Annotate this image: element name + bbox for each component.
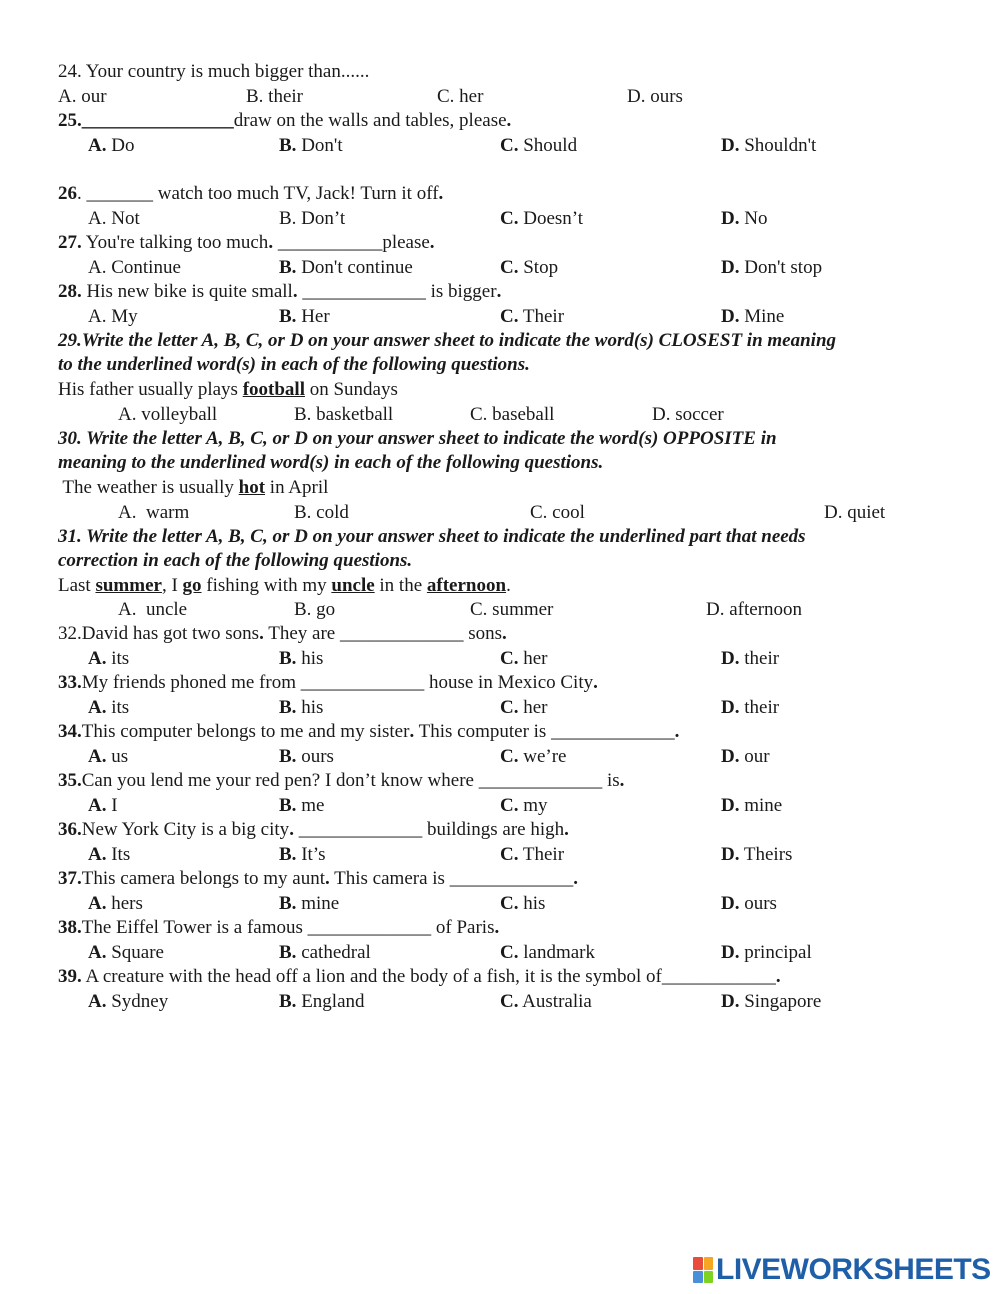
q24-stem: 24. Your country is much bigger than......: [58, 61, 370, 82]
q29-instruction-line2: to the underlined word(s) in each of the following questions.: [58, 354, 530, 375]
q39-stem: 39. A creature with the head off a lion and the body of a fish, it is the symbol of____________.: [58, 966, 781, 987]
q27-option-c[interactable]: C. Stop: [500, 257, 559, 278]
q31-option-a[interactable]: A. uncle: [118, 599, 188, 620]
q27-option-d[interactable]: D. Don't stop: [721, 257, 823, 278]
mark-square-3: [693, 1271, 703, 1284]
q35-option-b[interactable]: B. me: [279, 795, 325, 816]
q28-option-c[interactable]: C. Their: [500, 306, 565, 327]
q33-option-c[interactable]: C. her: [500, 697, 548, 718]
q27-stem: 27. You're talking too much. ___________please.: [58, 232, 435, 253]
q38-stem: 38.The Eiffel Tower is a famous _____________ of Paris.: [58, 917, 500, 938]
q30-option-d[interactable]: D. quiet: [824, 502, 886, 523]
q36-stem: 36.New York City is a big city. _____________ buildings are high.: [58, 819, 569, 840]
q35-stem: 35.Can you lend me your red pen? I don’t know where _____________ is.: [58, 770, 625, 791]
q31-option-b[interactable]: B. go: [294, 599, 336, 620]
liveworksheets-brand-text: LIVEWORKSHEETS: [716, 1253, 991, 1286]
q38-option-d[interactable]: D. principal: [721, 942, 812, 963]
q34-option-d[interactable]: D. our: [721, 746, 770, 767]
q33-stem: 33.My friends phoned me from _____________ house in Mexico City.: [58, 672, 598, 693]
q37-option-a[interactable]: A. hers: [88, 893, 143, 914]
q31-option-c[interactable]: C. summer: [470, 599, 554, 620]
q35-option-d[interactable]: D. mine: [721, 795, 783, 816]
q35-option-c[interactable]: C. my: [500, 795, 548, 816]
q33-option-d[interactable]: D. their: [721, 697, 780, 718]
q37-option-c[interactable]: C. his: [500, 893, 546, 914]
q33-option-b[interactable]: B. his: [279, 697, 324, 718]
q25-option-b[interactable]: B. Don't: [279, 135, 343, 156]
q37-option-d[interactable]: D. ours: [721, 893, 777, 914]
q34-option-b[interactable]: B. ours: [279, 746, 334, 767]
q36-option-d[interactable]: D. Theirs: [721, 844, 793, 865]
q32-option-d[interactable]: D. their: [721, 648, 780, 669]
q29-option-c[interactable]: C. baseball: [470, 404, 555, 425]
q29-option-d[interactable]: D. soccer: [652, 404, 724, 425]
q25-option-a[interactable]: A. Do: [88, 135, 135, 156]
mark-square-4: [704, 1271, 714, 1284]
q38-option-b[interactable]: B. cathedral: [279, 942, 371, 963]
q32-option-a[interactable]: A. its: [88, 648, 130, 669]
q28-option-d[interactable]: D. Mine: [721, 306, 785, 327]
q32-option-c[interactable]: C. her: [500, 648, 548, 669]
q29-instruction-line1: 29.Write the letter A, B, C, or D on your answer sheet to indicate the word(s) CLOSEST in meaning: [58, 330, 837, 351]
q31-sentence: Last summer, I go fishing with my uncle in the afternoon.: [58, 575, 511, 596]
q30-option-a[interactable]: A. warm: [118, 502, 190, 523]
q38-option-c[interactable]: C. landmark: [500, 942, 595, 963]
q29-option-a[interactable]: A. volleyball: [118, 404, 218, 425]
q25-option-c[interactable]: C. Should: [500, 135, 578, 156]
mark-square-2: [704, 1257, 714, 1270]
q39-option-d[interactable]: D. Singapore: [721, 991, 822, 1012]
q28-option-a[interactable]: A. My: [88, 306, 138, 327]
q26-option-c[interactable]: C. Doesn’t: [500, 208, 584, 229]
q30-instruction-line2: meaning to the underlined word(s) in each of the following questions.: [58, 452, 604, 473]
q32-stem: 32.David has got two sons. They are _____________ sons.: [58, 623, 507, 644]
q26-option-a[interactable]: A. Not: [88, 208, 140, 229]
q36-option-c[interactable]: C. Their: [500, 844, 565, 865]
q39-option-a[interactable]: A. Sydney: [88, 991, 169, 1012]
q28-stem: 28. His new bike is quite small. _____________ is bigger.: [58, 281, 502, 302]
q28-option-b[interactable]: B. Her: [279, 306, 330, 327]
q24-option-d[interactable]: D. ours: [627, 86, 683, 107]
q38-option-a[interactable]: A. Square: [88, 942, 164, 963]
q34-option-a[interactable]: A. us: [88, 746, 129, 767]
q25-option-d[interactable]: D. Shouldn't: [721, 135, 817, 156]
q32-option-b[interactable]: B. his: [279, 648, 324, 669]
liveworksheets-logo: [693, 1253, 991, 1287]
q31-instruction-line2: correction in each of the following questions.: [58, 550, 413, 571]
q24-option-b[interactable]: B. their: [246, 86, 303, 107]
q31-instruction-line1: 31. Write the letter A, B, C, or D on your answer sheet to indicate the underlined part that needs: [58, 526, 806, 547]
q24-option-c[interactable]: C. her: [437, 86, 484, 107]
q29-option-b[interactable]: B. basketball: [294, 404, 394, 425]
q39-option-b[interactable]: B. England: [279, 991, 365, 1012]
q30-option-c[interactable]: C. cool: [530, 502, 585, 523]
q26-option-b[interactable]: B. Don’t: [279, 208, 346, 229]
q36-option-a[interactable]: A. Its: [88, 844, 131, 865]
q36-option-b[interactable]: B. It’s: [279, 844, 326, 865]
liveworksheets-mark-icon: [693, 1257, 713, 1283]
q30-option-b[interactable]: B. cold: [294, 502, 349, 523]
q35-option-a[interactable]: A. I: [88, 795, 118, 816]
q24-option-a[interactable]: A. our: [58, 86, 107, 107]
q34-option-c[interactable]: C. we’re: [500, 746, 567, 767]
q29-sentence: His father usually plays football on Sundays: [58, 379, 398, 400]
q30-instruction-line1: 30. Write the letter A, B, C, or D on your answer sheet to indicate the word(s) OPPOSITE in: [58, 428, 777, 449]
q27-option-b[interactable]: B. Don't continue: [279, 257, 413, 278]
q25-stem: 25.________________draw on the walls and tables, please.: [58, 110, 512, 131]
q34-stem: 34.This computer belongs to me and my sister. This computer is _____________.: [58, 721, 680, 742]
q37-option-b[interactable]: B. mine: [279, 893, 340, 914]
q30-sentence: The weather is usually hot in April: [58, 477, 329, 498]
q33-option-a[interactable]: A. its: [88, 697, 130, 718]
q27-option-a[interactable]: A. Continue: [88, 257, 181, 278]
q26-option-d[interactable]: D. No: [721, 208, 768, 229]
q39-option-c[interactable]: C. Australia: [500, 991, 592, 1012]
mark-square-1: [693, 1257, 703, 1270]
q37-stem: 37.This camera belongs to my aunt. This camera is _____________.: [58, 868, 578, 889]
q31-option-d[interactable]: D. afternoon: [706, 599, 803, 620]
q26-stem: 26. _______ watch too much TV, Jack! Turn it off.: [58, 183, 444, 204]
